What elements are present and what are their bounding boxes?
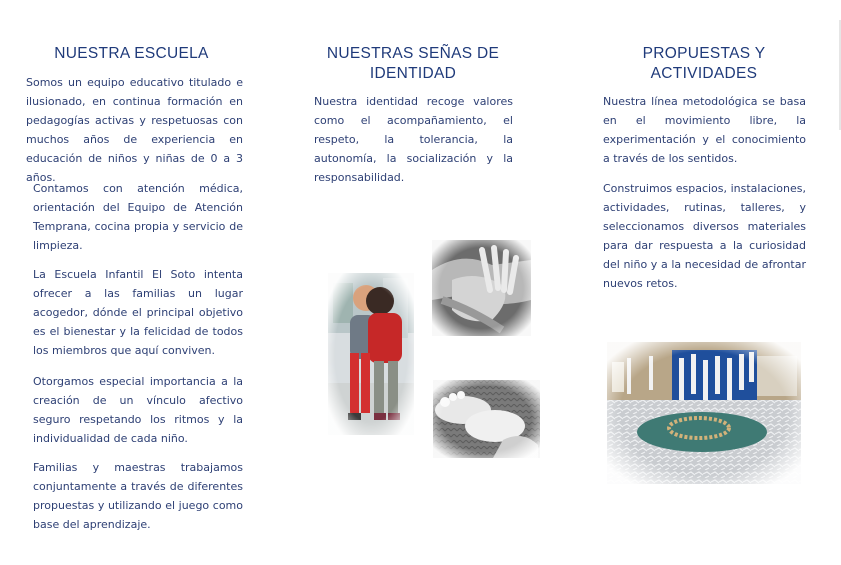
- photo-baby-feet: [433, 380, 540, 458]
- heading-propuestas: [604, 44, 804, 84]
- paragraph-familias: Familias y maestras trabajamos conjuntamente a través de diferentes propuestas y utilizando el juego como base del aprendizaje.: [33, 461, 243, 531]
- heading-line-2: ACTIVIDADES: [650, 65, 758, 82]
- photo-hands-together: [432, 240, 531, 336]
- paragraph-equipo: Somos un equipo educativo titulado e ilusionado, en continua formación en pedagogías activas y respetuosas con muchos años de experiencia en educación de niños y niñas de 0 a 3 años.: [26, 76, 243, 184]
- paragraph-identidad: Nuestra identidad recoge valores como el acompañamiento, el respeto, la tolerancia, la autonomía, la socialización y la responsabilidad.: [314, 95, 513, 184]
- heading-line-1: PROPUESTAS Y: [642, 45, 766, 62]
- photo-children-hugging: [328, 273, 414, 435]
- paragraph-espacios: Construimos espacios, instalaciones, actividades, rutinas, talleres, y seleccionamos diversos materiales para dar respuesta a la curiosidad del niño y a la necesidad de afrontar nuevos retos.: [603, 182, 806, 290]
- heading-senas-identidad: [305, 44, 521, 84]
- heading-nuestra-escuela: NUESTRA ESCUELA: [54, 45, 209, 62]
- paragraph-vinculo: Otorgamos especial importancia a la creación de un vínculo afectivo seguro respetando los ritmos y la individualidad de cada niño.: [33, 375, 243, 445]
- paragraph-atencion: Contamos con atención médica, orientación del Equipo de Atención Temprana, cocina propia y servicio de limpieza.: [33, 182, 243, 252]
- photo-classroom-installation: [607, 342, 801, 484]
- heading-line-2: IDENTIDAD: [369, 65, 457, 82]
- paragraph-metodologia: Nuestra línea metodológica se basa en el movimiento libre, la experimentación y el conocimiento a través de los sentidos.: [603, 95, 806, 165]
- paragraph-escuela-infantil: La Escuela Infantil El Soto intenta ofrecer a las familias un lugar acogedor, dónde el principal objetivo es el bienestar y la felicidad de todos los miembros que aquí conviven.: [33, 268, 243, 357]
- heading-line-1: NUESTRAS SEÑAS DE: [326, 45, 500, 62]
